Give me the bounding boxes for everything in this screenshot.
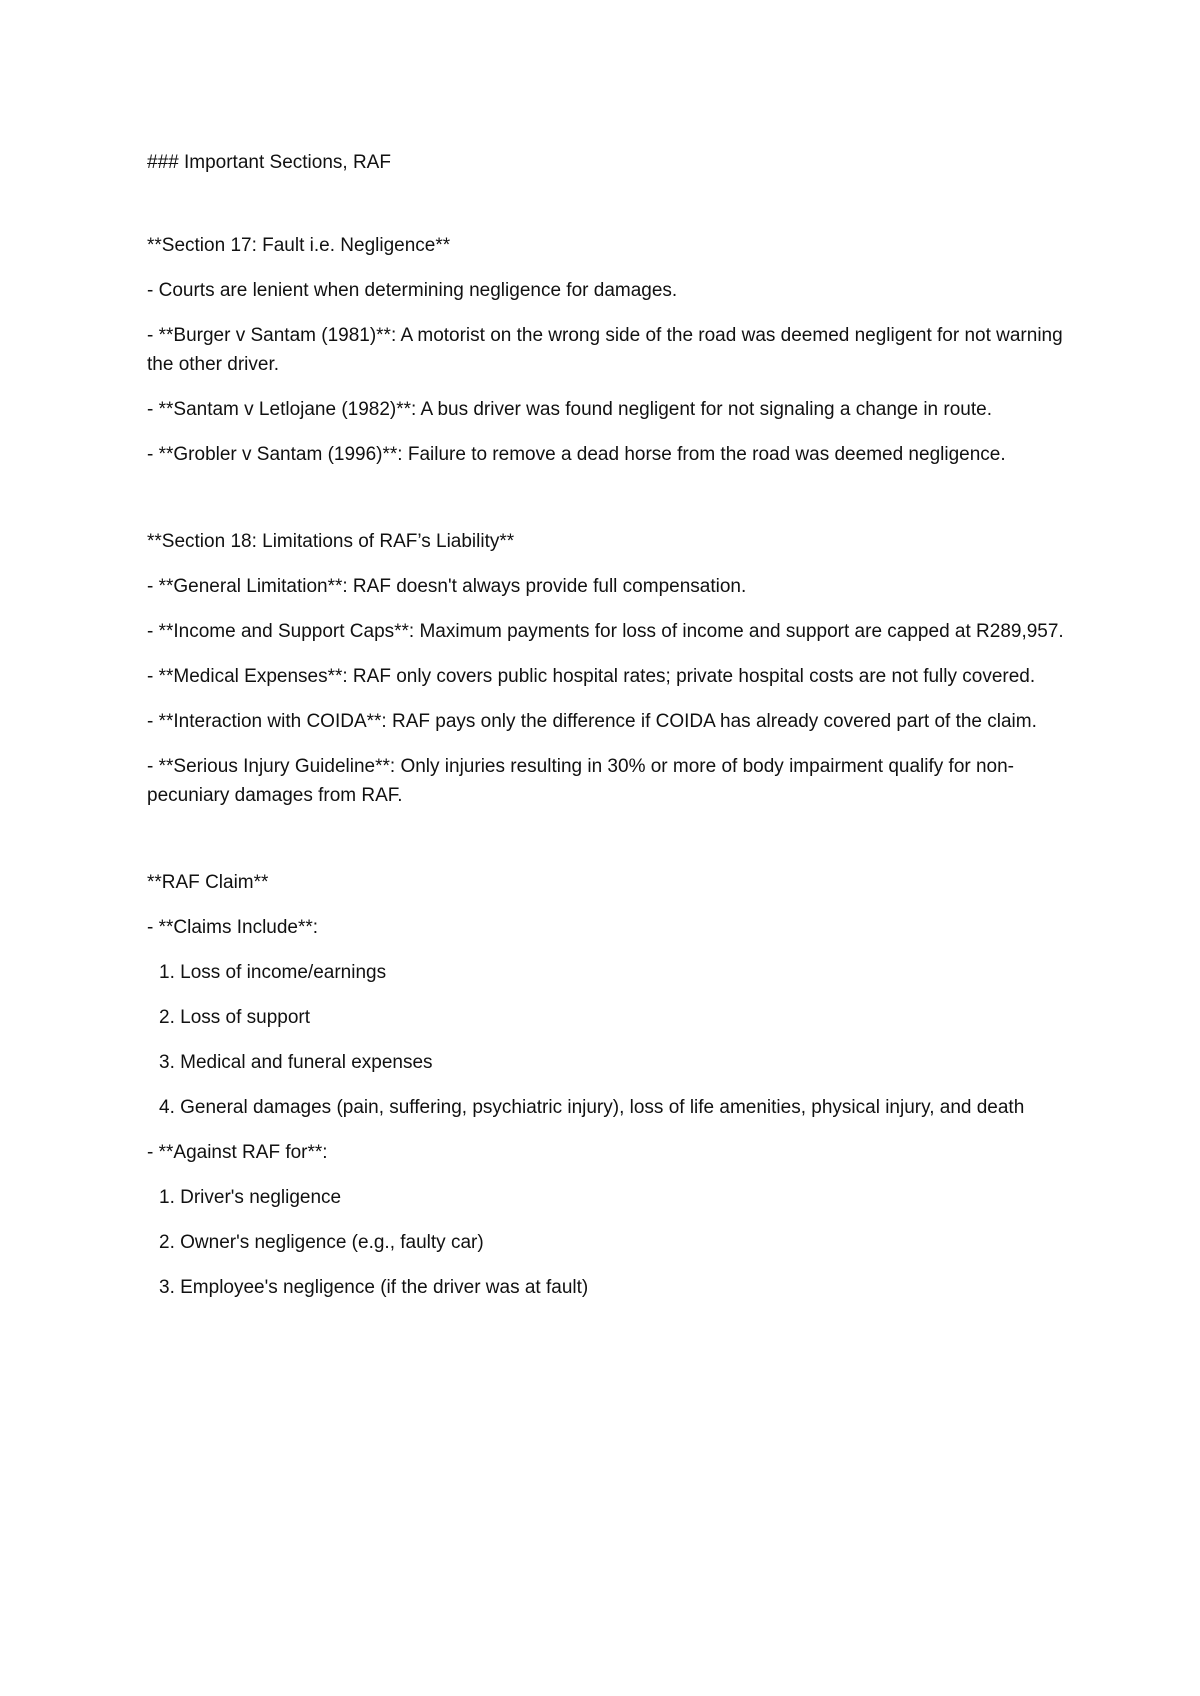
against-raf-item: 3. Employee's negligence (if the driver was at fault) bbox=[159, 1277, 589, 1298]
section-17-line: - **Santam v Letlojane (1982)**: A bus driver was found negligent for not signaling a change in route. bbox=[147, 399, 992, 420]
claims-include-item: 2. Loss of support bbox=[159, 1007, 311, 1028]
document-body bbox=[147, 148, 1067, 1318]
section-18-line: - **Medical Expenses**: RAF only covers public hospital rates; private hospital costs are not fully covered. bbox=[147, 666, 1036, 687]
section-17-line: - **Burger v Santam (1981)**: A motorist on the wrong side of the road was deemed negligent for not warning the other driver. bbox=[147, 325, 1063, 375]
section-spacer bbox=[147, 485, 1067, 527]
claims-include-label: - **Claims Include**: bbox=[147, 917, 319, 938]
section-17-line: - Courts are lenient when determining negligence for damages. bbox=[147, 280, 678, 301]
section-18-line: - **Income and Support Caps**: Maximum payments for loss of income and support are capped at R289,957. bbox=[147, 621, 1064, 642]
claims-include-item: 3. Medical and funeral expenses bbox=[159, 1052, 433, 1073]
section-17-heading: **Section 17: Fault i.e. Negligence** bbox=[147, 235, 451, 256]
section-17-line: - **Grobler v Santam (1996)**: Failure to remove a dead horse from the road was deemed negligence. bbox=[147, 444, 1006, 465]
claims-include-item: 1. Loss of income/earnings bbox=[159, 962, 387, 983]
raf-claim-heading: **RAF Claim** bbox=[147, 872, 269, 893]
section-18-line: - **Serious Injury Guideline**: Only injuries resulting in 30% or more of body impairment qualify for non-pecuniary damages from RAF. bbox=[147, 756, 1015, 806]
section-18-heading: **Section 18: Limitations of RAF’s Liability** bbox=[147, 531, 515, 552]
section-18-line: - **Interaction with COIDA**: RAF pays only the difference if COIDA has already covered part of the claim. bbox=[147, 711, 1037, 732]
against-raf-item: 1. Driver's negligence bbox=[159, 1187, 342, 1208]
claims-include-item: 4. General damages (pain, suffering, psychiatric injury), loss of life amenities, physical injury, and death bbox=[159, 1097, 1025, 1118]
section-spacer bbox=[147, 826, 1067, 868]
section-18-line: - **General Limitation**: RAF doesn't always provide full compensation. bbox=[147, 576, 747, 597]
against-raf-item: 2. Owner's negligence (e.g., faulty car) bbox=[159, 1232, 484, 1253]
document-title: ### Important Sections, RAF bbox=[147, 152, 391, 173]
against-raf-label: - **Against RAF for**: bbox=[147, 1142, 328, 1163]
